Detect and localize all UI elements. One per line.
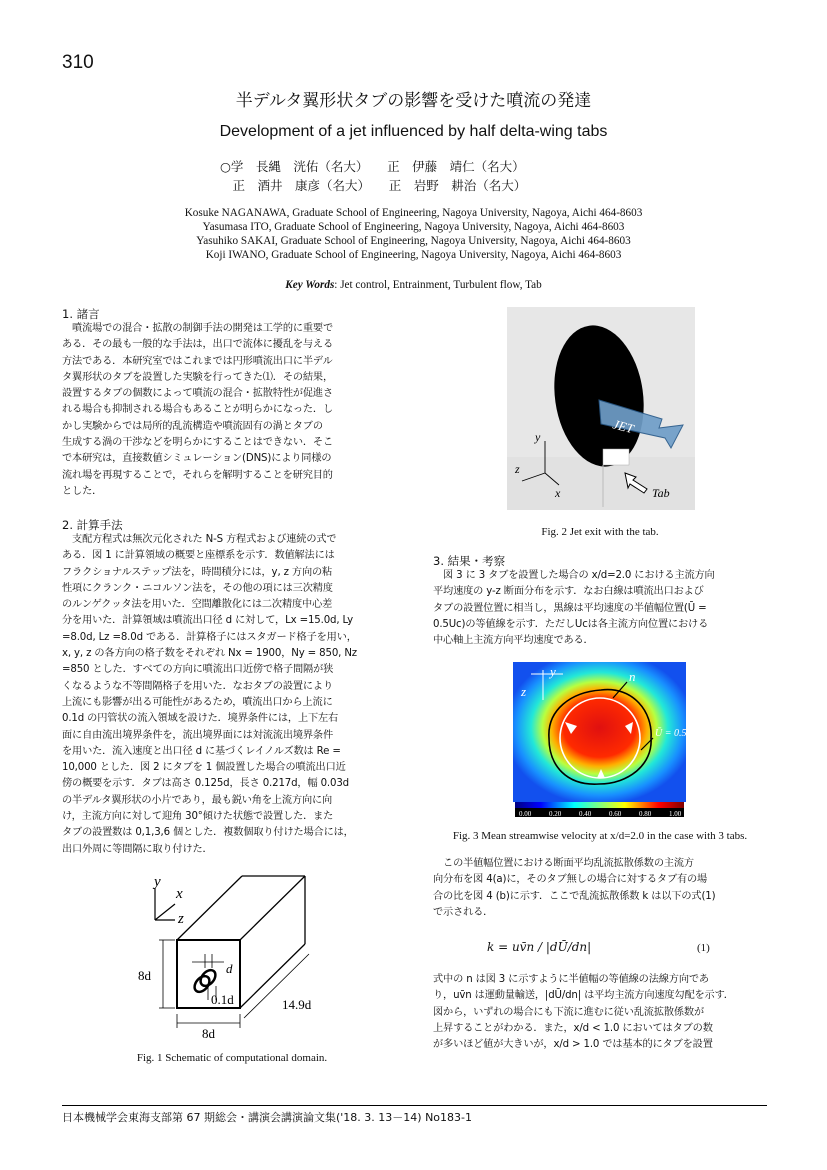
- fig1-length-label: 14.9d: [282, 997, 312, 1012]
- figure-1-caption: Fig. 1 Schematic of computational domain.: [136, 1052, 328, 1064]
- body-line: 0.1d の円管状の流入領域を設けた．境界条件には，上下左右: [62, 713, 339, 725]
- body-line: 出口外周に等間隔に取り付けた．: [62, 843, 213, 855]
- title-japanese: 半デルタ翼形状タブの影響を受けた噴流の発達: [235, 91, 592, 111]
- body-line: 支配方程式は無次元化された N-S 方程式および連続の式で: [62, 534, 337, 545]
- body-line: 式中の n は図 3 に示すように半値幅の等値線の法線方向であ: [433, 974, 709, 985]
- section-method-heading: 2. 計算手法: [62, 518, 123, 532]
- body-line: り，uv̄n は運動量輸送，|dŪ/dn| は平均主流方向速度勾配を示す．: [433, 990, 734, 1002]
- body-line: 図 3 に 3 タブを設置した場合の x/d=2.0 における主流方向: [433, 570, 715, 581]
- body-line: 分を用いた．計算領域は噴流出口径 d に対して，Lx =15.0d, Ly: [62, 615, 353, 627]
- keywords: [0, 279, 827, 291]
- fig3-n-label: n: [629, 669, 636, 684]
- body-line: れる場合も抑制される場合もあることが明らかになった．し: [62, 404, 334, 416]
- figure-3-caption: Fig. 3 Mean streamwise velocity at x/d=2.0 in the case with 3 tabs.: [452, 830, 748, 842]
- body-line: =8.0d, Lz =8.0d である．計算格子にはスタガード格子を用い，: [62, 631, 357, 643]
- fig1-pipe-text: 0.1d: [211, 992, 234, 1007]
- body-line: け，主流方向に対して迎角 30°傾けた状態で設置した．また: [62, 811, 334, 823]
- body-line: を用いた．流入速度と出口径 d に基づくレイノルズ数は Re =: [62, 745, 341, 757]
- keywords-text: : Jet control, Entrainment, Turbulent flow, Tab: [334, 279, 542, 291]
- body-line: フラクショナルステップ法を，時間積分には，y, z 方向の粘: [62, 566, 333, 578]
- fig1-x-label: x: [176, 886, 183, 902]
- footer-text: 日本機械学会東海支部第 67 期総会・講演会講演論文集('18. 3. 13－14) No183-1: [62, 1111, 472, 1124]
- section-results-heading: 3. 結果・考察: [433, 554, 506, 568]
- body-line: くなるような不等間隔格子を用いた．なおタブの設置により: [62, 680, 334, 692]
- section-results-body-3: [433, 972, 769, 1053]
- body-line: 中心軸上主流方向平均速度である．: [433, 635, 594, 647]
- body-line: 平均速度の y-z 断面分布を示す．なお白線は噴流出口および: [433, 586, 704, 598]
- section-results-body-2: [433, 856, 769, 921]
- body-line: のルンゲクッタ法を用いた．空間離散化には二次精度中心差: [62, 599, 333, 611]
- colorbar-tick-label: 0.40: [579, 810, 592, 818]
- fig1-y-label: y: [154, 874, 161, 890]
- fig2-x-label: x: [555, 486, 561, 500]
- body-line: 10,000 とした．図 2 にタブを 1 個設置した場合の噴流出口近: [62, 762, 346, 774]
- body-line: の半デルタ翼形状の小片であり，最も鋭い角を上流方向に向: [62, 794, 333, 806]
- body-line: 生成する渦の干渉などを明らかにすることはできない．そこ: [62, 437, 334, 449]
- body-line: 0.5Uc)の等値線を示す．ただしUcは各主流方向位置における: [433, 618, 709, 630]
- body-line: が多いほど値が大きいが，x/d > 1.0 では基本的にタブを設置: [433, 1039, 713, 1051]
- body-line: 傍の概要を示す．タブは高さ 0.125d，長さ 0.217d，幅 0.03d: [62, 778, 349, 790]
- body-line: x, y, z の各方向の格子数をそれぞれ Nx = 1900，Ny = 850, Nz: [62, 648, 357, 660]
- body-line: =850 とした．すべての方向に噴流出口近傍で格子間隔が狭: [62, 664, 334, 676]
- body-line: ある．図 1 に計算領域の概要と座標系を示す．数値解法には: [62, 550, 335, 562]
- fig1-d-label: d: [226, 961, 233, 976]
- colorbar: [515, 802, 684, 808]
- body-line: 上流にも影響が出る可能性があるため，噴流出口から上流に: [62, 696, 333, 708]
- figure-2-caption: Fig. 2 Jet exit with the tab.: [541, 526, 659, 538]
- footer-rule: [62, 1105, 767, 1106]
- authors-jp-line-2: 正 酒井 康彦（名大） 正 岩野 耕治（名大）: [220, 178, 527, 193]
- body-line: とした．: [62, 485, 103, 497]
- body-line: 合の比を図 4 (b)に示す．ここで乱流拡散係数 k は以下の式(1): [433, 890, 716, 902]
- body-line: 面に自由流出境界条件を，流出境界面には対流流出境界条件: [62, 729, 334, 741]
- affiliation-2: Yasumasa ITO, Graduate School of Engineering, Nagoya University, Nagoya, Aichi 464-8603: [202, 221, 625, 233]
- body-line: タ翼形状のタブを設置した実験を行ってきた⑴．その結果，: [62, 371, 334, 383]
- section-method-body: [62, 532, 402, 858]
- figure-2-image: [507, 307, 695, 510]
- domain-edge: [240, 876, 305, 940]
- body-line: タブの設置位置に相当し，黒線は平均速度の半値幅位置(Ū =: [433, 602, 707, 614]
- affiliation-1: Kosuke NAGANAWA, Graduate School of Engineering, Nagoya University, Nagoya, Aichi 464-8603: [184, 207, 643, 219]
- body-line: で示される．: [433, 906, 494, 918]
- body-line: 噴流場での混合・拡散の制御手法の開発は工学的に重要で: [62, 323, 334, 334]
- body-line: 上昇することがわかる．また，x/d < 1.0 においてはタブの数: [433, 1022, 713, 1034]
- equation-1-number: (1): [697, 942, 710, 954]
- axis-x-line: [155, 904, 175, 920]
- colorbar-tick-label: 0.00: [519, 810, 532, 818]
- body-line: 流れ場を再現することで，それらを解明することを研究目的: [62, 469, 333, 481]
- body-line: タブの設置数は 0,1,3,6 個とした．複数個取り付けた場合には，: [62, 827, 354, 839]
- colorbar-tick-label: 1.00: [669, 810, 682, 818]
- fig3-contour-label: Ū = 0.5Uc: [655, 728, 699, 739]
- body-line: かし実験からでは局所的乱流構造や噴流固有の渦とタブの: [62, 420, 323, 432]
- fig2-tab-label: Tab: [652, 486, 670, 500]
- fig1-z-label: z: [178, 911, 184, 927]
- body-line: この半値幅位置における断面平均乱流拡散係数の主流方: [433, 858, 694, 869]
- authors-jp-line-1: ○学 長縄 洸佑（名大） 正 伊藤 靖仁（名大）: [220, 159, 525, 174]
- section-intro-heading: 1. 諸言: [62, 307, 100, 321]
- fig3-y-label: y: [550, 664, 556, 679]
- body-line: 図から，いずれの場合にも下流に進むに従い乱流拡散係数が: [433, 1006, 705, 1018]
- body-line: 向分布を図 4(a)に，そのタブ無しの場合に対するタブ有の場: [433, 874, 708, 886]
- fig1-pipe-label: [211, 992, 234, 1007]
- body-line: ある．その最も一般的な手法は，出口で流体に擾乱を与える: [62, 339, 334, 351]
- section-results-body: [433, 568, 769, 649]
- colorbar-tick-label: 0.60: [609, 810, 622, 818]
- title-english: Development of a jet influenced by half delta-wing tabs: [219, 123, 608, 140]
- fig1-height-label: 8d: [138, 968, 151, 983]
- fig2-z-label: z: [515, 462, 520, 476]
- colorbar-tick-label: 0.80: [639, 810, 652, 818]
- equation-1: k = uv̄n / |dŪ/dn|: [487, 940, 592, 954]
- figure-3-image: [513, 662, 699, 818]
- section-intro-body: [62, 321, 402, 500]
- fig2-jet-label: JET: [611, 416, 636, 437]
- fig2-y-label: y: [535, 430, 541, 444]
- colorbar-tick-label: 0.20: [549, 810, 562, 818]
- body-line: で本研究は，直接数値シミュレーション(DNS)により同様の: [62, 453, 332, 465]
- fig1-width-label: 8d: [202, 1026, 215, 1041]
- affiliation-4: Koji IWANO, Graduate School of Engineering, Nagoya University, Nagoya, Aichi 464-8603: [205, 249, 622, 261]
- domain-edge: [177, 876, 242, 940]
- page-number: 310: [62, 52, 94, 73]
- body-line: 方法である．本研究室ではこれまでは円形噴流出口に半デル: [62, 355, 333, 367]
- affiliation-3: Yasuhiko SAKAI, Graduate School of Engineering, Nagoya University, Nagoya, Aichi 464-8603: [196, 235, 631, 247]
- keywords-label: Key Words: [285, 279, 335, 291]
- tab-shape: [603, 449, 629, 465]
- body-line: 設置するタブの個数によって噴流の混合・拡散特性が促進さ: [62, 388, 334, 400]
- body-line: 性項にクランク・ニコルソン法を，その他の項には三次精度: [62, 582, 333, 594]
- figure-1-schematic: [120, 868, 340, 1046]
- fig3-z-label: z: [521, 684, 527, 699]
